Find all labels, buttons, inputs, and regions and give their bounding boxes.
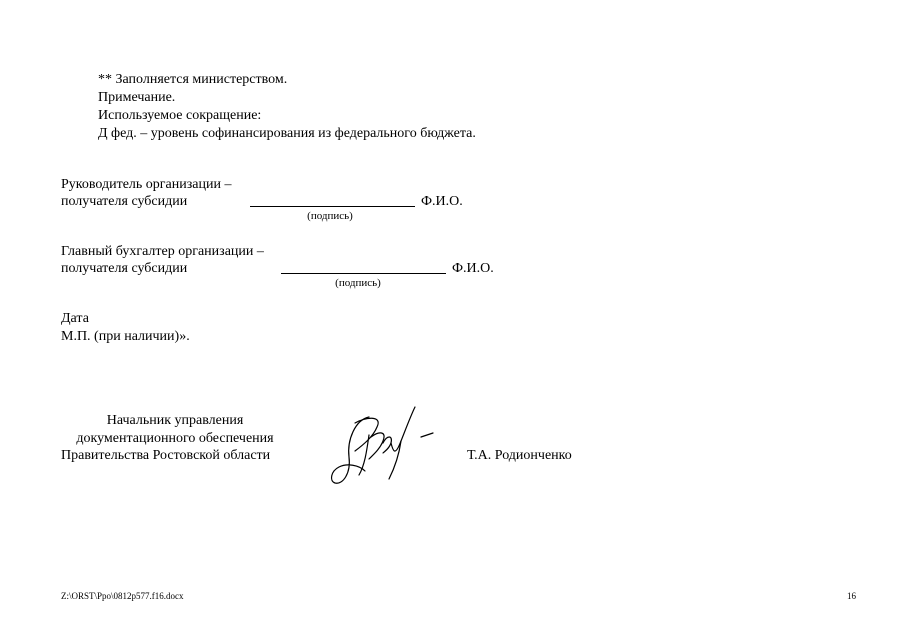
- head-title-line1: Руководитель организации –: [61, 177, 232, 192]
- head-signature-caption: (подпись): [307, 210, 353, 222]
- stamp-label: М.П. (при наличии)».: [61, 329, 190, 344]
- official-name: Т.А. Родионченко: [467, 448, 572, 463]
- accountant-fio: Ф.И.О.: [452, 261, 494, 276]
- note-abbreviation-heading: Используемое сокращение:: [98, 108, 262, 123]
- accountant-title-line1: Главный бухгалтер организации –: [61, 244, 264, 259]
- note-remark-heading: Примечание.: [98, 90, 176, 105]
- accountant-signature-line: [281, 273, 446, 274]
- page-number: 16: [847, 591, 856, 601]
- note-filled-by-ministry: ** Заполняется министерством.: [98, 72, 288, 87]
- official-position-line1: Начальник управления: [106, 413, 244, 428]
- official-position-line3: Правительства Ростовской области: [61, 448, 271, 463]
- note-abbreviation-definition: Д фед. – уровень софинансирования из федерального бюджета.: [98, 126, 476, 141]
- official-position-line2: документационного обеспечения: [76, 431, 274, 446]
- accountant-title-line2: получателя субсидии: [61, 261, 188, 276]
- head-title-line2: получателя субсидии: [61, 194, 188, 209]
- head-signature-line: [250, 206, 415, 207]
- head-fio: Ф.И.О.: [421, 194, 463, 209]
- accountant-signature-caption: (подпись): [335, 277, 381, 289]
- footer-file-path: Z:\ORST\Ppo\0812p577.f16.docx: [61, 591, 184, 601]
- date-label: Дата: [61, 311, 89, 326]
- handwritten-signature: [325, 405, 440, 490]
